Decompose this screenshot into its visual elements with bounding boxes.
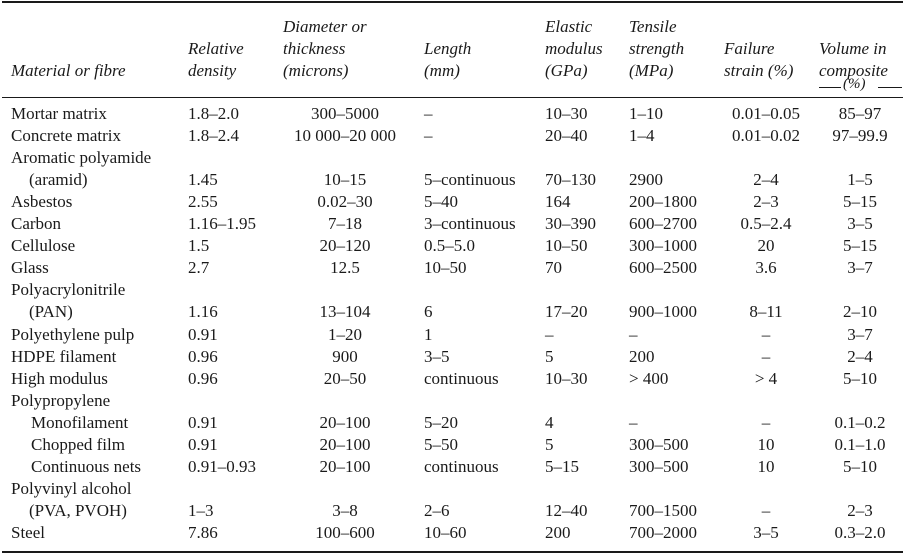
cell-modulus: 10–30 — [545, 104, 588, 123]
cell-volume: 0.1–1.0 — [834, 434, 886, 454]
cell-strain: 0.5–2.4 — [740, 214, 792, 234]
cell-modulus: 10–50 — [545, 236, 588, 256]
cell-modulus: 164 — [545, 192, 571, 212]
cell-strain: – — [761, 500, 771, 520]
cell-density: 0.96 — [188, 346, 218, 366]
cell-tensile: – — [629, 412, 638, 432]
cell-density: 1.16–1.95 — [188, 214, 256, 234]
cell-tensile: > 400 — [629, 368, 669, 388]
cell-tensile: 300–1000 — [629, 236, 697, 256]
header-strain: Failure strain (%) — [724, 39, 794, 80]
cell-density: 0.91 — [188, 434, 218, 454]
cell-density: 2.7 — [188, 258, 210, 278]
cell-length: 3–5 — [424, 346, 450, 366]
cell-volume: 1–5 — [847, 170, 873, 190]
cell-density: 0.91 — [188, 324, 218, 344]
cell-tensile: 600–2700 — [629, 214, 697, 234]
cell-tensile: 900–1000 — [629, 302, 697, 322]
cell-strain: 10 — [757, 434, 775, 454]
cell-material: High modulus — [11, 368, 108, 388]
cell-material: (PVA, PVOH) — [29, 500, 127, 520]
cell-strain: – — [761, 412, 771, 432]
cell-tensile: 300–500 — [629, 434, 689, 454]
cell-diameter: 10 000–20 000 — [294, 126, 396, 146]
cell-modulus: 10–30 — [545, 368, 588, 388]
cell-diameter: 10–15 — [323, 170, 367, 190]
cell-modulus: 20–40 — [545, 126, 588, 146]
cell-length: 1 — [424, 324, 433, 344]
cell-volume: 2–4 — [847, 346, 873, 366]
cell-diameter: 20–120 — [319, 236, 371, 256]
cell-tensile: – — [629, 324, 638, 344]
cell-material: Polyethylene pulp — [11, 324, 135, 344]
cell-density: 0.96 — [188, 368, 218, 388]
cell-diameter: 900 — [332, 346, 358, 366]
cell-material: (PAN) — [29, 302, 73, 322]
cell-strain: > 4 — [754, 368, 778, 388]
cell-volume: 3–5 — [847, 214, 873, 234]
cell-strain: 10 — [757, 456, 775, 476]
cell-length: 6 — [424, 302, 433, 322]
cell-length: 5–50 — [424, 434, 458, 454]
cell-volume: 5–10 — [843, 456, 877, 476]
cell-tensile: 2900 — [629, 170, 663, 190]
cell-material: HDPE filament — [11, 346, 117, 366]
cell-diameter: 20–50 — [323, 368, 367, 388]
cell-material: (aramid) — [29, 170, 88, 190]
cell-diameter: 1–20 — [328, 324, 362, 344]
cell-volume: 85–97 — [838, 104, 882, 123]
cell-length: 5–40 — [424, 192, 458, 212]
cell-density: 0.91 — [188, 412, 218, 432]
header-material: Material or fibre — [11, 61, 126, 80]
header-volume-rule-right — [878, 87, 902, 88]
cell-material: Cellulose — [11, 236, 76, 256]
header-rule — [2, 97, 903, 98]
header-volume-rule-left — [819, 87, 841, 88]
cell-material: Asbestos — [11, 192, 73, 212]
cell-tensile: 200–1800 — [629, 192, 697, 212]
cell-strain: – — [761, 324, 771, 344]
cell-length: 5–continuous — [424, 170, 516, 190]
cell-volume: 3–7 — [847, 258, 873, 278]
cell-modulus: 17–20 — [545, 302, 588, 322]
cell-material: Aromatic polyamide — [11, 148, 152, 168]
cell-modulus: – — [545, 324, 554, 344]
cell-modulus: 5 — [545, 434, 554, 454]
cell-tensile: 1–10 — [629, 104, 663, 123]
cell-length: 5–20 — [424, 412, 458, 432]
cell-volume: 5–15 — [843, 236, 877, 256]
cell-diameter: 20–100 — [319, 434, 371, 454]
cell-length: 3–continuous — [424, 214, 516, 234]
cell-diameter: 3–8 — [332, 500, 358, 520]
cell-material: Glass — [11, 258, 49, 278]
cell-density: 1–3 — [188, 500, 214, 520]
cell-material: Polyvinyl alcohol — [11, 478, 132, 498]
cell-volume: 97–99.9 — [832, 126, 888, 146]
cell-tensile: 300–500 — [629, 456, 689, 476]
header-modulus: Elastic modulus (GPa) — [545, 17, 603, 80]
header-volume: Volume in composite — [819, 39, 888, 80]
cell-volume: 0.1–0.2 — [834, 412, 886, 432]
cell-diameter: 12.5 — [330, 258, 360, 278]
cell-length: 10–60 — [424, 522, 467, 542]
cell-material: Chopped film — [31, 434, 125, 454]
cell-strain: 20 — [757, 236, 775, 256]
cell-modulus: 5–15 — [545, 456, 579, 476]
header-density: Relative density — [188, 39, 244, 80]
cell-strain: 3–5 — [753, 522, 779, 542]
cell-length: continuous — [424, 456, 499, 476]
cell-volume: 2–10 — [843, 302, 877, 322]
cell-material: Polypropylene — [11, 390, 111, 410]
cell-modulus: 200 — [545, 522, 571, 542]
cell-strain: 8–11 — [749, 302, 783, 322]
cell-volume: 3–7 — [847, 324, 873, 344]
cell-density: 1.5 — [188, 236, 210, 256]
cell-strain: 3.6 — [755, 258, 777, 278]
cell-modulus: 5 — [545, 346, 554, 366]
cell-strain: 0.01–0.02 — [732, 126, 800, 146]
cell-diameter: 20–100 — [319, 412, 371, 432]
cell-diameter: 100–600 — [315, 522, 375, 542]
cell-diameter: 7–18 — [328, 214, 362, 234]
cell-volume: 5–10 — [843, 368, 877, 388]
header-diameter: Diameter or thickness (microns) — [283, 17, 367, 80]
cell-material: Continuous nets — [31, 456, 142, 476]
cell-material: Mortar matrix — [11, 104, 107, 123]
cell-density: 1.16 — [188, 302, 218, 322]
cell-strain: 0.01–0.05 — [732, 104, 800, 123]
cell-length: – — [424, 126, 433, 146]
cell-material: Carbon — [11, 214, 62, 234]
cell-diameter: 300–5000 — [311, 104, 379, 123]
cell-strain: 2–4 — [753, 170, 779, 190]
cell-modulus: 30–390 — [545, 214, 596, 234]
cell-tensile: 1–4 — [629, 126, 655, 146]
cell-tensile: 600–2500 — [629, 258, 697, 278]
cell-diameter: 13–104 — [319, 302, 371, 322]
cell-tensile: 700–2000 — [629, 522, 697, 542]
cell-tensile: 200 — [629, 346, 655, 366]
cell-density: 1.8–2.4 — [188, 126, 239, 146]
cell-strain: 2–3 — [753, 192, 779, 212]
cell-length: 2–6 — [424, 500, 450, 520]
header-length: Length (mm) — [424, 39, 472, 80]
cell-material: Steel — [11, 522, 45, 542]
cell-length: 10–50 — [424, 258, 467, 278]
cell-length: 0.5–5.0 — [424, 236, 475, 256]
cell-density: 7.86 — [188, 522, 218, 542]
cell-modulus: 70 — [545, 258, 562, 278]
cell-material: Polyacrylonitrile — [11, 280, 126, 300]
table-bottom-rule — [2, 551, 903, 553]
cell-density: 1.8–2.0 — [188, 104, 239, 123]
cell-volume: 5–15 — [843, 192, 877, 212]
table-top-rule — [2, 1, 903, 3]
cell-strain: – — [761, 346, 771, 366]
cell-density: 0.91–0.93 — [188, 456, 256, 476]
cell-material: Monofilament — [31, 412, 129, 432]
header-tensile: Tensile strength (MPa) — [629, 17, 685, 80]
cell-volume: 0.3–2.0 — [834, 522, 886, 542]
cell-modulus: 70–130 — [545, 170, 596, 190]
cell-length: – — [424, 104, 433, 123]
cell-tensile: 700–1500 — [629, 500, 697, 520]
cell-length: continuous — [424, 368, 499, 388]
cell-density: 1.45 — [188, 170, 218, 190]
cell-diameter: 20–100 — [319, 456, 371, 476]
header-volume-unit: (%) — [843, 76, 866, 92]
cell-volume: 2–3 — [847, 500, 873, 520]
cell-diameter: 0.02–30 — [317, 192, 373, 212]
cell-modulus: 12–40 — [545, 500, 588, 520]
cell-material: Concrete matrix — [11, 126, 121, 146]
cell-density: 2.55 — [188, 192, 218, 212]
cell-modulus: 4 — [545, 412, 554, 432]
